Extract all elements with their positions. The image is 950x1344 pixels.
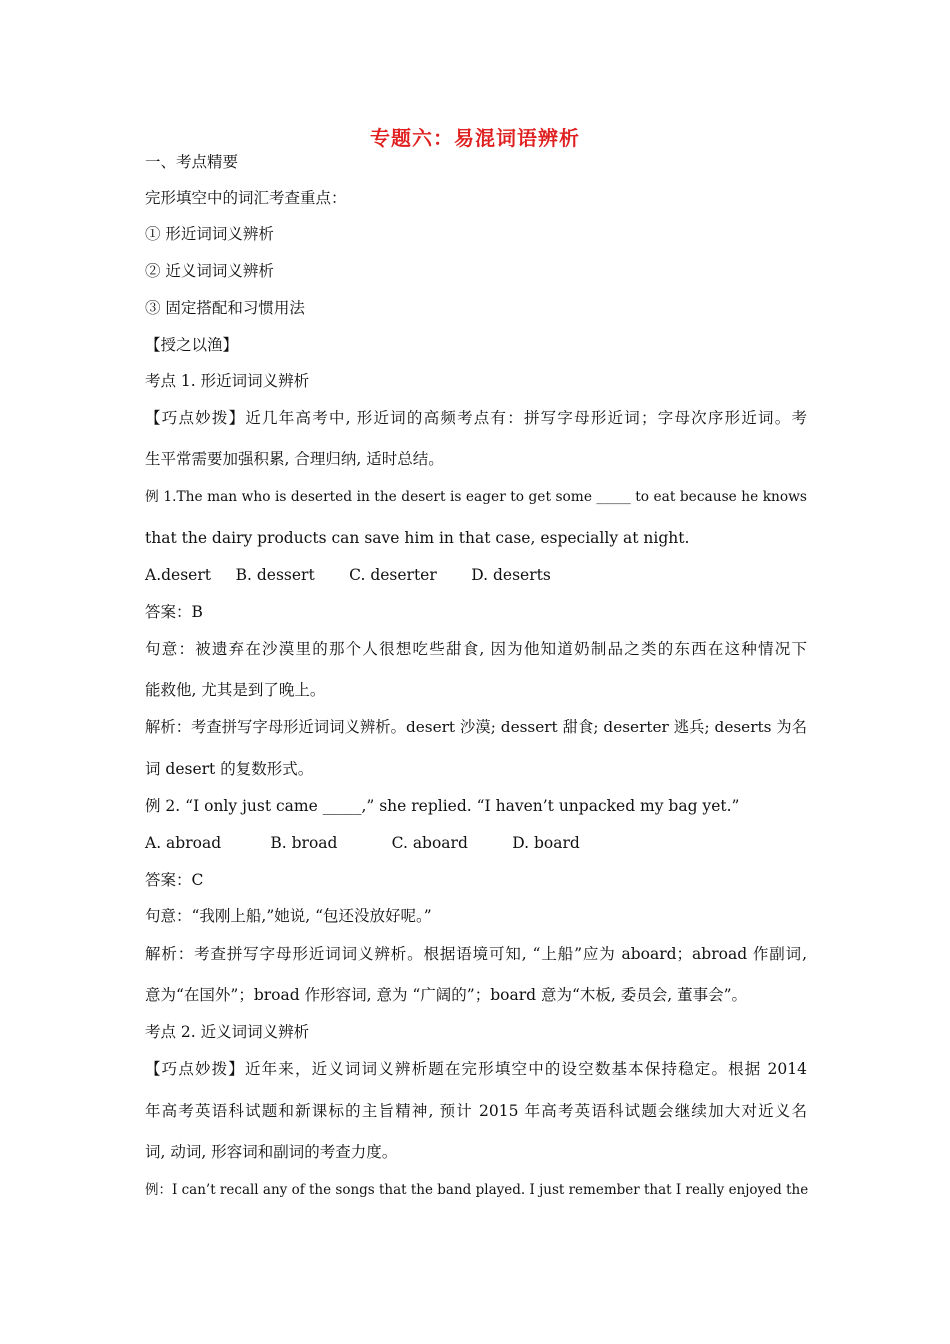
example-question-line: 例：I can’t recall any of the songs that the band played. I just remember that I really enjoyed the [145,1182,809,1198]
translation-line: 能救他, 尤其是到了晚上。 [145,681,326,699]
example-question-line: 例 1.The man who is deserted in the desert is eager to get some _____ to eat because he knows [145,489,807,505]
paragraph-line: 完形填空中的词汇考查重点： [145,189,347,207]
list-item: ② 近义词词义辨析 [145,262,274,280]
subsection-heading: 考点 1. 形近词词义辨析 [145,372,310,390]
document-title: 专题六：易混词语辨析 [370,126,580,150]
translation-line: 句意：被遗弃在沙漠里的那个人很想吃些甜食, 因为他知道奶制品之类的东西在这种情况下 [145,640,807,658]
answer-line: 答案：C [145,871,204,889]
paragraph-line: 【巧点妙拨】近几年高考中, 形近词的高频考点有：拼写字母形近词；字母次序形近词。考 [145,409,807,427]
list-item: ③ 固定搭配和习惯用法 [145,299,305,317]
analysis-line: 意为“在国外”；broad 作形容词, 意为 “广阔的”；board 意为“木板, 委员会, 董事会”。 [145,986,748,1004]
answer-options: A. abroad B. broad C. aboard D. board [145,834,580,852]
section-heading: 一、考点精要 [145,153,239,171]
translation-line: 句意：“我刚上船,”她说, “包还没放好呢。” [145,907,432,925]
answer-options: A.desert B. dessert C. deserter D. deserts [145,566,551,584]
paragraph-line: 生平常需要加强积累, 合理归纳, 适时总结。 [145,450,444,468]
paragraph-line: 词, 动词, 形容词和副词的考查力度。 [145,1143,398,1161]
analysis-line: 解析：考查拼写字母形近词词义辨析。根据语境可知, “上船”应为 aboard；abroad 作副词, [145,945,807,963]
analysis-line: 词 desert 的复数形式。 [145,760,314,778]
section-heading: 【授之以渔】 [145,336,239,354]
example-question-line: that the dairy products can save him in that case, especially at night. [145,529,690,547]
answer-line: 答案：B [145,603,203,621]
paragraph-line: 【巧点妙拨】近年来，近义词词义辨析题在完形填空中的设空数基本保持稳定。根据 2014 [145,1060,807,1078]
subsection-heading: 考点 2. 近义词词义辨析 [145,1023,310,1041]
analysis-line: 解析：考查拼写字母形近词词义辨析。desert 沙漠; dessert 甜食; deserter 逃兵; deserts 为名 [145,718,807,736]
example-question-line: 例 2. “I only just came _____,” she replied. “I haven’t unpacked my bag yet.” [145,797,740,815]
paragraph-line: 年高考英语科试题和新课标的主旨精神, 预计 2015 年高考英语科试题会继续加大对近义名 [145,1102,807,1120]
list-item: ① 形近词词义辨析 [145,225,274,243]
